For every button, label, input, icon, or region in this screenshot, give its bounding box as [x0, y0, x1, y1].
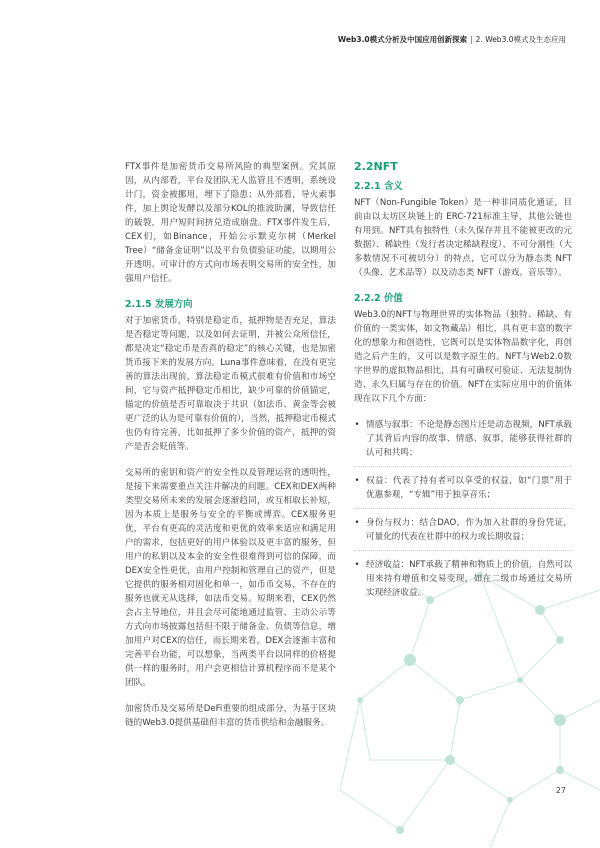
- bullet-mark: •: [354, 420, 360, 430]
- heading-2-2-2: 2.2.2 价值: [354, 293, 403, 304]
- heading-2-2-1: 2.2.1 含义: [354, 181, 403, 192]
- list-item: [354, 466, 572, 508]
- header-section: 2. Web3.0模式及生态应用: [475, 35, 566, 44]
- bullet-mark: •: [354, 560, 360, 570]
- paragraph-ftx: FTX事件是加密货币交易所风险的典型案例。究其原因，从内部看，平台及团队无人监管且不透明，系统设计门，资金被挪用，埋下了隐患；从外部看，导火索事件，加上舆论发酵以及部分KOL的推波助澜，导致信任的破裂，用户短时间挤兑造成崩盘。FTX事件发生后，CEX们，如Binance，开始公示默克尔树（Merkel Tree）“储备金证明”以及平台负债验证功能，以期用公开透明、可审计的方式向市场表明交易所的安全性，加强用户信任。: [125, 162, 336, 284]
- bullet-mark: •: [354, 476, 360, 486]
- bullet-mark: •: [354, 518, 360, 528]
- heading-2-2-nft: 2.2NFT: [354, 160, 398, 173]
- header-separator: |: [470, 35, 473, 44]
- list-item-text: 经济收益：NFT承载了精神和物质上的价值，自然可以用来持有增值和交易变现，如在二级市场通过交易所实现经济收益。: [366, 560, 572, 598]
- left-column: [125, 160, 336, 742]
- paragraph-defi: 加密货币及交易所是DeFi重要的组成部分，为基于区块链的Web3.0提供基础但丰富的货币供给和金融服务。: [125, 704, 336, 728]
- list-item-text: 身份与权力：结合DAO，作为加入社群的身份凭证，可量化的代表在社群中的权力或长期收益；: [366, 518, 572, 542]
- list-item: [354, 508, 572, 550]
- paragraph-exchange-security: 交易所的密钥和资产的安全性以及管理运营的透明性，是接下来需要重点关注并解决的问题。CEX和DEX两种类型交易所未来的发展会逐渐趋同，或互相取长补短，因为本质上是服务与安全的平衡或博弈。CEX服务更优，平台有更高的灵活度和更优的效率来适应和满足用户的需求，包括更好的用户体验以及更丰富的服务，但用户的私钥以及本金的安全性很难得到可信的保障，而DEX安全性更优，由用户控制和管理自己的资产，但是它提供的服务相对固化和单一，如币币交易，不存在的服务也就无从选择，如法币交易。短期来看，CEX仍然会占主导地位，并且会尽可能地通过监管、主动公示等方式向市场披露包括但不限于储备金、负债等信息，增加用户对CEX的信任，而长期来看，DEX会逐渐丰富和完善平台功能，可以想象，当两类平台以同样的价格提供一样的服务时，用户会更相信计算机程序而不是某个团队。: [125, 468, 336, 688]
- list-item-text: 权益：代表了持有者可以享受的权益，如“门票”用于优惠参观，“专辑”用于独享音乐；: [366, 476, 572, 500]
- right-column: [354, 160, 572, 606]
- header-title: Web3.0模式分析及中国应用创新探索: [337, 35, 468, 44]
- paragraph-direction: 对于加密货币，特别是稳定币，抵押物是否充足，算法是否稳定等问题，以及如何去证明，并被公众所信任，都是决定“稳定币是否真的稳定”的核心关键，也是加密货币接下来的发展方向。Luna事件意味着，在没有更完善的算法出现前，算法稳定币模式很难有价值和市场空间，它与资产抵押稳定币相比，缺少可靠的价值锚定，锚定的价值是否可靠取决于共识（如法币、黄金等会被更广泛的认为是可靠有价值的），当然，抵押稳定币模式也仍有待完善，比如抵押了多少价值的资产，抵押的资产是否会贬值等。: [125, 316, 336, 452]
- paragraph-nft-meaning: NFT（Non-Fungible Token）是一种非同质化通证，目前由以太坊区块链上的 ERC-721标准主导，其他公链也有用到。NFT具有独特性（永久保存并且不能被更改的元数据）、稀缺性（发行者决定稀缺程度）、不可分割性（大多数情况不可被切分）的特点，它可以分为静态类 NFT（头像、艺术品等）以及动态类 NFT（游戏、音乐等）。: [354, 198, 572, 278]
- value-list: [354, 418, 572, 606]
- list-item: [354, 550, 572, 606]
- paragraph-nft-value: Web3.0的NFT与物理世界的实体物品（独特、稀缺、有价值的一类实体，如文物藏品）相比，具有更丰富的数字化的想象力和创造性，它既可以是实体物品数字化，再创造之后产生的，又可以是数字原生的。NFT与Web2.0数字世界的虚拟物品相比，具有可确权可验证、无法复制伪造、永久归属与存在的价值。NFT在实际应用中的价值体现在以下几个方面：: [354, 310, 572, 404]
- heading-2-1-5: 2.1.5 发展方向: [125, 299, 193, 310]
- list-item-text: 情感与叙事：不论是静态图片还是动态视频，NFT承载了其背后内容的故事、情感、叙事，能够获得社群的认可和共鸣；: [366, 420, 572, 458]
- page-number: 27: [555, 786, 566, 795]
- list-item: [354, 418, 572, 466]
